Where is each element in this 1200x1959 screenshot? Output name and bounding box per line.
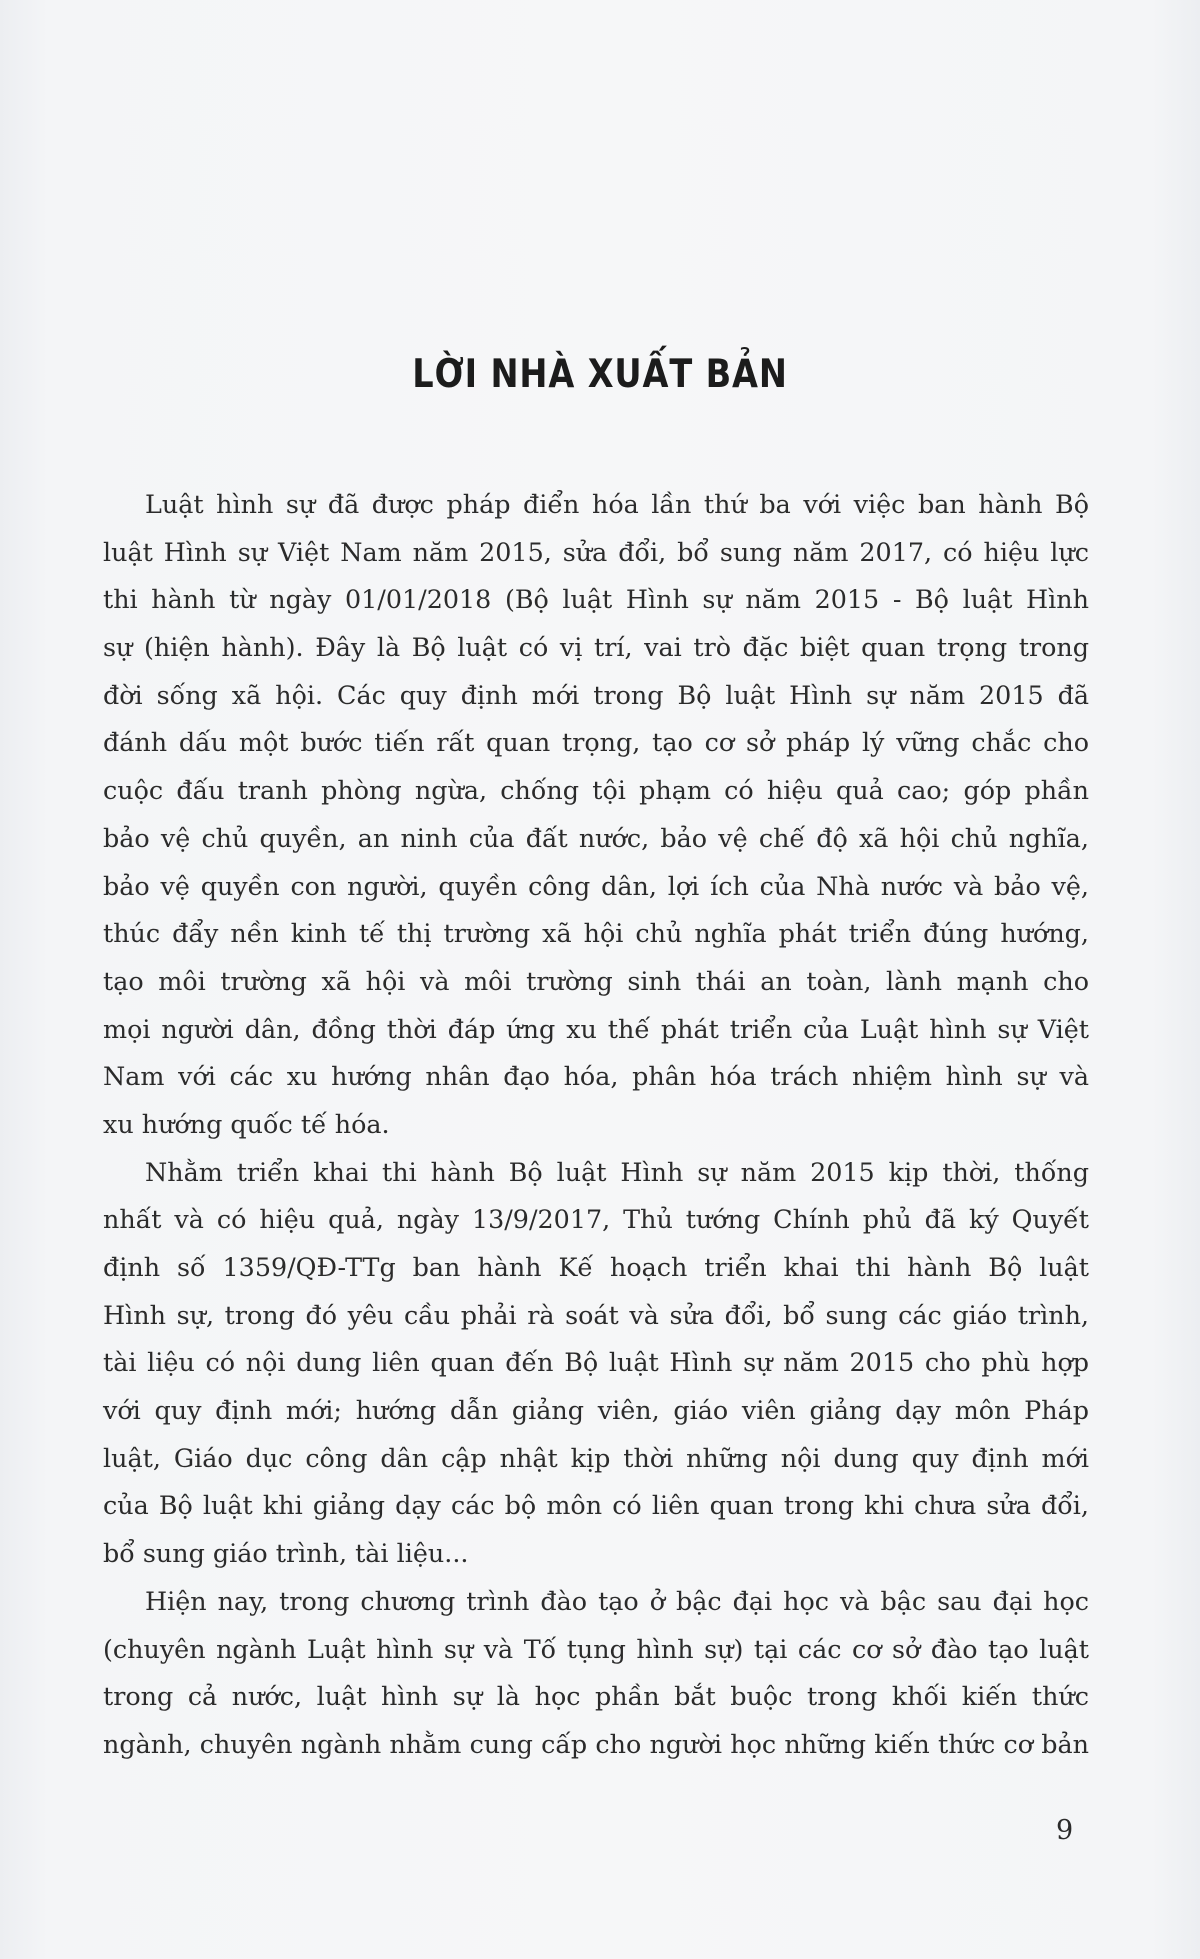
text-line: Hiện nay, trong chương trình đào tạo ở bậc đại học và bậc sau đại học	[145, 1585, 1089, 1616]
text-line: tài liệu có nội dung liên quan đến Bộ luật Hình sự năm 2015 cho phù hợp	[103, 1347, 1089, 1378]
text-line: Nhằm triển khai thi hành Bộ luật Hình sự năm 2015 kịp thời, thống	[145, 1156, 1089, 1187]
text-line: bổ sung giáo trình, tài liệu...	[103, 1538, 469, 1569]
body-text	[103, 481, 1089, 1769]
text-line: sự (hiện hành). Đây là Bộ luật có vị trí, vai trò đặc biệt quan trọng trong	[103, 632, 1089, 663]
text-line: với quy định mới; hướng dẫn giảng viên, giáo viên giảng dạy môn Pháp	[103, 1395, 1089, 1426]
text-line: thúc đẩy nền kinh tế thị trường xã hội chủ nghĩa phát triển đúng hướng,	[103, 918, 1089, 949]
text-line: (chuyên ngành Luật hình sự và Tố tụng hình sự) tại các cơ sở đào tạo luật	[103, 1633, 1089, 1664]
text-line: Nam với các xu hướng nhân đạo hóa, phân hóa trách nhiệm hình sự và	[103, 1061, 1089, 1092]
text-line: bảo vệ chủ quyền, an ninh của đất nước, bảo vệ chế độ xã hội chủ nghĩa,	[103, 822, 1089, 853]
page-title: LỜI NHÀ XUẤT BẢN	[412, 352, 788, 397]
text-line: Luật hình sự đã được pháp điển hóa lần thứ ba với việc ban hành Bộ	[145, 489, 1089, 519]
text-line: cuộc đấu tranh phòng ngừa, chống tội phạm có hiệu quả cao; góp phần	[103, 775, 1089, 806]
text-line: mọi người dân, đồng thời đáp ứng xu thế phát triển của Luật hình sự Việt	[103, 1013, 1089, 1044]
page-number: 9	[1056, 1815, 1074, 1846]
text-line: xu hướng quốc tế hóa.	[103, 1108, 390, 1139]
text-line: nhất và có hiệu quả, ngày 13/9/2017, Thủ tướng Chính phủ đã ký Quyết	[103, 1204, 1089, 1235]
text-line: đời sống xã hội. Các quy định mới trong Bộ luật Hình sự năm 2015 đã	[103, 679, 1089, 710]
paragraph	[103, 481, 1089, 1149]
text-line: tạo môi trường xã hội và môi trường sinh thái an toàn, lành mạnh cho	[103, 965, 1089, 996]
text-line: Hình sự, trong đó yêu cầu phải rà soát và sửa đổi, bổ sung các giáo trình,	[103, 1299, 1089, 1330]
text-line: luật, Giáo dục công dân cập nhật kịp thời những nội dung quy định mới	[103, 1442, 1089, 1473]
text-line: ngành, chuyên ngành nhằm cung cấp cho người học những kiến thức cơ bản	[103, 1728, 1089, 1759]
text-line: bảo vệ quyền con người, quyền công dân, lợi ích của Nhà nước và bảo vệ,	[103, 870, 1089, 901]
text-line: luật Hình sự Việt Nam năm 2015, sửa đổi, bổ sung năm 2017, có hiệu lực	[103, 536, 1089, 567]
text-line: thi hành từ ngày 01/01/2018 (Bộ luật Hình sự năm 2015 - Bộ luật Hình	[103, 584, 1089, 615]
text-line: của Bộ luật khi giảng dạy các bộ môn có liên quan trong khi chưa sửa đổi,	[103, 1490, 1089, 1521]
text-line: trong cả nước, luật hình sự là học phần bắt buộc trong khối kiến thức	[103, 1681, 1089, 1712]
paragraph	[103, 1578, 1089, 1769]
paragraph	[103, 1149, 1089, 1578]
text-line: đánh dấu một bước tiến rất quan trọng, tạo cơ sở pháp lý vững chắc cho	[103, 727, 1089, 758]
text-line: định số 1359/QĐ-TTg ban hành Kế hoạch triển khai thi hành Bộ luật	[103, 1252, 1089, 1282]
